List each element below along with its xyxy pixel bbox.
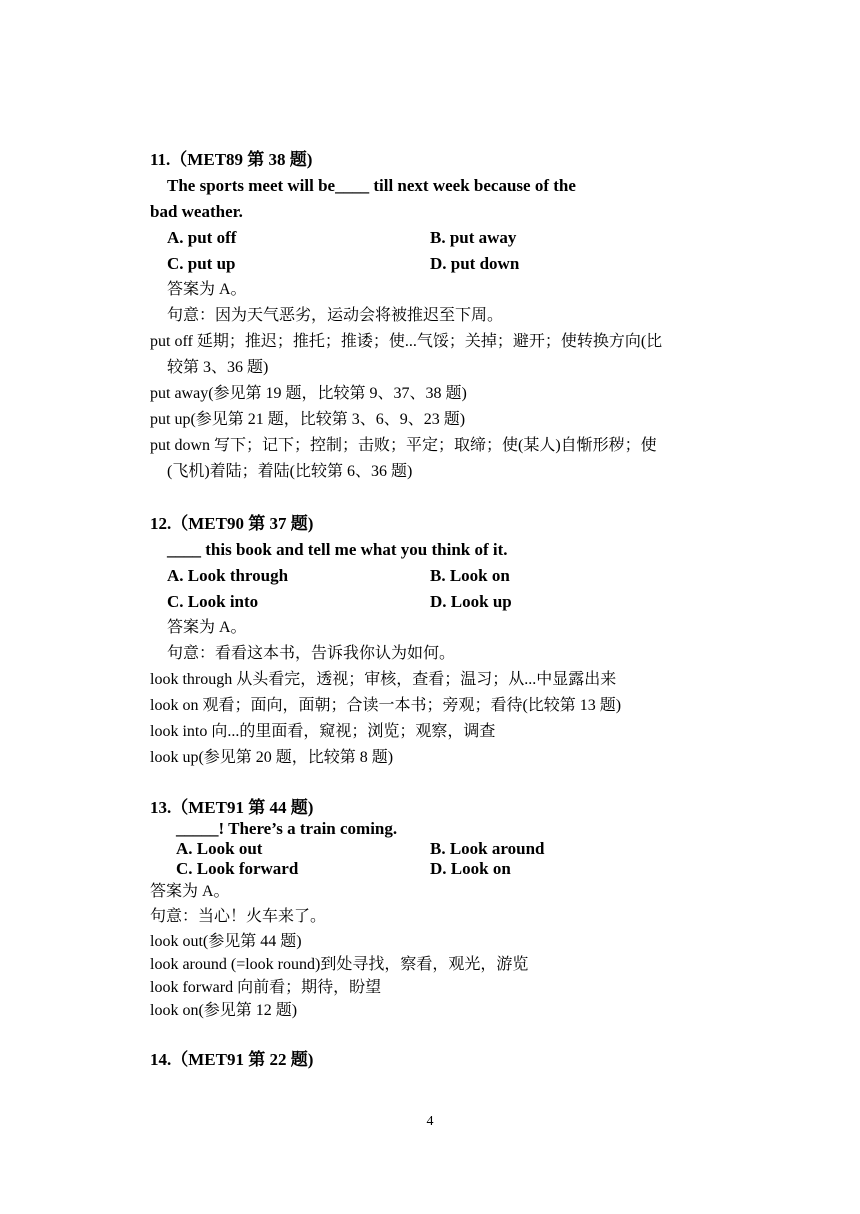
- q13-option-a: A. Look out: [176, 839, 263, 858]
- q11-note-put-down-cont: (飞机)着陆；着陆(比较第 6、36 题): [167, 463, 413, 480]
- q12-answer: 答案为 A。: [167, 619, 247, 636]
- q12-note-look-on: look on 观看；面向，面朝；合读一本书；旁观；看待(比较第 13 题): [150, 697, 622, 714]
- q13-option-d: D. Look on: [430, 859, 511, 878]
- q13-note-look-around: look around (=look round)到处寻找，察看，观光，游览: [150, 956, 529, 973]
- q11-heading: 11.（MET89 第 38 题): [150, 150, 313, 169]
- q12-option-d: D. Look up: [430, 592, 512, 611]
- q12-option-a: A. Look through: [167, 566, 289, 585]
- q13-option-c: C. Look forward: [176, 859, 299, 878]
- q12-note-look-into: look into 向...的里面看，窥视；浏览；观察，调查: [150, 723, 496, 740]
- q11-note-put-off: put off 延期；推迟；推托；推诿；使...气馁；关掉；避开；使转换方向(比: [150, 333, 663, 350]
- q11-option-b: B. put away: [430, 228, 517, 247]
- q14-heading: 14.（MET91 第 22 题): [150, 1050, 314, 1069]
- q11-note-put-down: put down 写下；记下；控制；击败；平定；取缔；使(某人)自惭形秽；使: [150, 437, 657, 454]
- q11-option-c: C. put up: [167, 254, 236, 273]
- q12-option-c: C. Look into: [167, 592, 259, 611]
- q13-note-look-on: look on(参见第 12 题): [150, 1002, 298, 1019]
- q13-option-b: B. Look around: [430, 839, 545, 858]
- q12-note-look-up: look up(参见第 20 题，比较第 8 题): [150, 749, 394, 766]
- q11-note-put-off-cont: 较第 3、36 题): [167, 359, 269, 376]
- q11-stem-line2: bad weather.: [150, 202, 243, 221]
- q11-note-put-up: put up(参见第 21 题，比较第 3、6、9、23 题): [150, 411, 466, 428]
- q11-option-d: D. put down: [430, 254, 520, 273]
- q11-stem-line1: The sports meet will be____ till next week because of the: [167, 176, 576, 195]
- q12-stem: ____ this book and tell me what you think of it.: [167, 540, 508, 559]
- q13-answer: 答案为 A。: [150, 883, 230, 900]
- q12-option-b: B. Look on: [430, 566, 510, 585]
- q12-heading: 12.（MET90 第 37 题): [150, 514, 314, 533]
- q12-note-look-through: look through 从头看完，透视；审核，查看；温习；从...中显露出来: [150, 671, 617, 688]
- q11-answer: 答案为 A。: [167, 281, 247, 298]
- page-number: 4: [426, 1114, 434, 1129]
- q13-stem: _____! There’s a train coming.: [176, 819, 398, 838]
- q11-meaning: 句意：因为天气恶劣，运动会将被推迟至下周。: [167, 307, 504, 324]
- q13-note-look-forward: look forward 向前看；期待，盼望: [150, 979, 382, 996]
- q11-note-put-away: put away(参见第 19 题，比较第 9、37、38 题): [150, 385, 467, 402]
- q13-heading: 13.（MET91 第 44 题): [150, 798, 314, 817]
- q13-meaning: 句意：当心！火车来了。: [150, 908, 327, 925]
- q11-option-a: A. put off: [167, 228, 237, 247]
- q12-meaning: 句意：看看这本书，告诉我你认为如何。: [167, 645, 456, 662]
- q13-note-look-out: look out(参见第 44 题): [150, 933, 302, 950]
